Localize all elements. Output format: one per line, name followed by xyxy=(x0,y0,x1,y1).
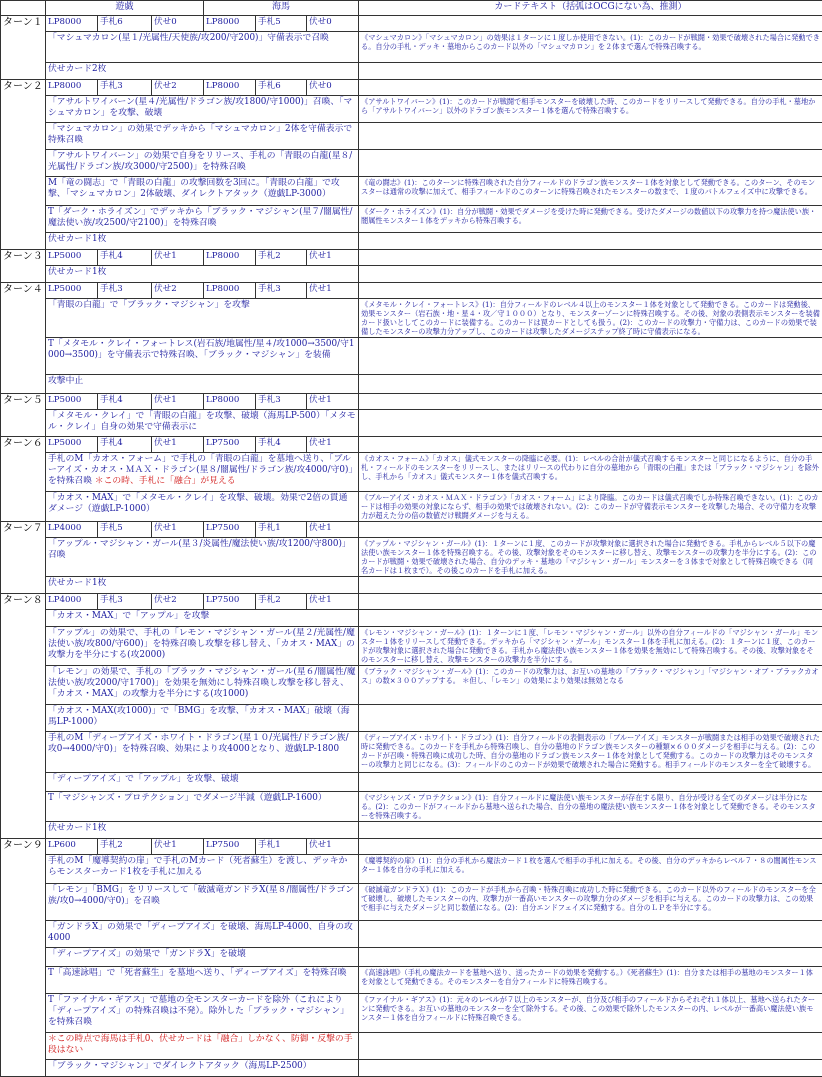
turn-label xyxy=(1,666,46,705)
card-text xyxy=(359,394,822,410)
card-text xyxy=(359,522,822,538)
turn-label xyxy=(1,233,46,250)
action-text xyxy=(46,299,359,338)
action-row xyxy=(1,792,822,822)
action-row xyxy=(1,773,822,792)
action-text xyxy=(46,705,359,732)
action-text xyxy=(46,732,359,773)
turn-label xyxy=(1,732,46,773)
kaiba-set: 伏せ1 xyxy=(307,437,359,453)
kaiba-hand: 手札3 xyxy=(256,283,307,299)
card-text xyxy=(359,250,822,266)
card-text: 《マシュマカロン》「マシュマカロン」の効果は１ターンに１度しか使用できない。(1)：このカードが戦闘・効果で破壊された場合に発動できる。自分の手札・デッキ・墓地からこのカード以外の「マシュマカロン」を２体まで選んで特殊召喚する。 xyxy=(359,32,822,63)
action-row xyxy=(1,948,822,967)
action-row xyxy=(1,410,822,437)
turn-label xyxy=(1,63,46,80)
action-main: 攻撃中止 xyxy=(48,376,83,386)
turn-label xyxy=(1,410,46,437)
kaiba-lp: LP7500 xyxy=(204,522,256,538)
yugi-set: 伏せ1 xyxy=(152,437,204,453)
action-main: 「カオス・MAX」で「メタモル・クレイ」を攻撃、破壊。効果で2倍の貫通ダメージ（遊戯LP-1000） xyxy=(48,493,347,514)
turn-label xyxy=(1,773,46,792)
action-main: 「ブラック・マジシャン」でダイレクトアタック（海馬LP-2500） xyxy=(48,1061,312,1071)
turn-label: ターン１ xyxy=(1,16,46,32)
action-main: 「ディープアイズ」の効果で「ガンドラX」を破壊 xyxy=(48,949,246,959)
action-row xyxy=(1,994,822,1033)
status-row xyxy=(1,283,822,299)
action-text xyxy=(46,967,359,994)
action-main: 手札のM「魔導契約の扉」で手札のMカード（死者蘇生）を渡し、デッキからモンスターカード1枚を手札に加える xyxy=(48,856,347,877)
action-main: T「ファイナル・ギアス」で墓地の全モンスターカードを除外（これにより「ディープアイズ」の特殊召喚は不発）。除外した「ブラック・マジシャン」を特殊召喚 xyxy=(48,995,349,1027)
action-text xyxy=(46,666,359,705)
turn-label: ターン３ xyxy=(1,250,46,266)
card-text xyxy=(359,773,822,792)
turn-label xyxy=(1,32,46,63)
card-text xyxy=(359,822,822,839)
action-note: ＊この時、手札に「融合」が見える xyxy=(92,476,236,486)
action-row xyxy=(1,32,822,63)
card-text xyxy=(359,839,822,855)
card-text xyxy=(359,577,822,594)
action-main: 「アサルトワイバーン」の効果で自身をリリース、手札の「青眼の白龍(星８/光属性/ドラゴン族/攻3000/守2500)」を特殊召喚 xyxy=(48,151,352,172)
action-row xyxy=(1,150,822,177)
kaiba-set: 伏せ1 xyxy=(307,250,359,266)
yugi-hand: 手札4 xyxy=(98,394,152,410)
yugi-set: 伏せ0 xyxy=(152,16,204,32)
status-row xyxy=(1,594,822,610)
turn-label xyxy=(1,921,46,948)
turn-label xyxy=(1,177,46,206)
action-row xyxy=(1,732,822,773)
action-text xyxy=(46,1060,359,1077)
card-text xyxy=(359,266,822,283)
turn-label xyxy=(1,705,46,732)
action-text xyxy=(46,538,359,577)
card-text xyxy=(359,437,822,453)
card-text: 《魔導契約の扉》(1)：自分の手札から魔法カード１枚を選んで相手の手札に加える。その後、自分のデッキからレベル７・８の闇属性モンスター１体を自分の手札に加える。 xyxy=(359,855,822,884)
turn-label xyxy=(1,610,46,627)
action-row xyxy=(1,1033,822,1060)
card-text xyxy=(359,80,822,96)
card-text xyxy=(359,338,822,375)
turn-label xyxy=(1,150,46,177)
yugi-hand: 手札4 xyxy=(98,437,152,453)
turn-label xyxy=(1,967,46,994)
action-text xyxy=(46,577,359,594)
kaiba-hand: 手札4 xyxy=(256,437,307,453)
card-text: 《メタモル・クレイ・フォートレス》(1)：自分フィールドのレベル４以上のモンスター１体を対象として発動できる。このカードは発動後、効果モンスター（岩石族・地・星４・攻／守１０００）となり、モンスターゾーンに特殊召喚する。その後、対象の表側表示モンスターを装備カード扱いとしてこのカードに装備する。このカードは罠カードとしても扱う。(2)：このカードの攻撃力・守備力は、このカードの効果で装備したモンスターの攻撃力分アップし、このカードは攻撃したダメージステップ終了時に守備表示になる。 xyxy=(359,299,822,338)
card-text xyxy=(359,63,822,80)
action-main: T「マジシャンズ・プロテクション」でダメージ半減（遊戯LP-1600） xyxy=(48,793,327,803)
action-main: 「アップル・マジシャン・ガール(星３/炎属性/魔法使い族/攻1200/守800)」召喚 xyxy=(48,539,351,560)
yugi-set: 伏せ2 xyxy=(152,80,204,96)
action-main: 伏せカード1枚 xyxy=(48,823,106,833)
action-row xyxy=(1,177,822,206)
action-row xyxy=(1,63,822,80)
action-main: 「カオス・MAX(攻1000)」で「BMG」を攻撃、「カオス・MAX」破壊（海馬LP-1000） xyxy=(48,706,350,727)
status-row xyxy=(1,522,822,538)
action-main: 「青眼の白龍」で「ブラック・マジシャン」を攻撃 xyxy=(48,300,250,310)
yugi-set: 伏せ1 xyxy=(152,839,204,855)
kaiba-lp: LP8000 xyxy=(204,283,256,299)
action-text xyxy=(46,921,359,948)
action-main: 伏せカード2枚 xyxy=(48,64,106,74)
action-main: 「マシュマカロン」の効果でデッキから「マシュマカロン」2体を守備表示で特殊召喚 xyxy=(48,124,352,145)
yugi-hand: 手札4 xyxy=(98,250,152,266)
yugi-lp: LP5000 xyxy=(46,250,98,266)
action-main: 手札のM「カオス・フォーム」で手札の「青眼の白龍」を墓地へ送り、「ブルーアイズ・カオス・ＭＡＸ・ドラゴン(星８/闇属性/ドラゴン族/攻4000/守0)」を特殊召喚 xyxy=(48,454,353,486)
yugi-lp: LP8000 xyxy=(46,80,98,96)
card-text: 《アップル・マジシャン・ガール》(1)：１ターンに１度、このカードが攻撃対象に選択された場合に発動できる。手札からレベル５以下の魔法使い族モンスター１体を特殊召喚する。その後、攻撃対象をそのモンスターに移し替え、攻撃モンスターの攻撃力を半分にする。(2)：このカードが戦闘・効果で破壊された場合、自分のデッキ・墓地の「マジシャン・ガール」モンスターを３体まで対象として特殊召喚できる（同名カードは１枚まで）。その後このカードを手札に加える。 xyxy=(359,538,822,577)
kaiba-set: 伏せ1 xyxy=(307,394,359,410)
turn-label xyxy=(1,206,46,233)
action-row xyxy=(1,538,822,577)
action-row xyxy=(1,96,822,123)
action-row xyxy=(1,705,822,732)
kaiba-hand: 手札3 xyxy=(256,394,307,410)
card-text xyxy=(359,233,822,250)
card-text xyxy=(359,948,822,967)
turn-label xyxy=(1,96,46,123)
action-row xyxy=(1,884,822,921)
kaiba-hand: 手札5 xyxy=(256,16,307,32)
turn-label: ターン９ xyxy=(1,839,46,855)
action-text xyxy=(46,773,359,792)
action-row xyxy=(1,123,822,150)
turn-label xyxy=(1,538,46,577)
action-main: ＊この時点で海馬は手札0、伏せカードは「融合」しかなく、防御・反撃の手段はない xyxy=(48,1034,353,1055)
card-text: 《ブラック・マジシャン・ガール》(1)：このカードの攻撃力は、お互いの墓地の「ブラック・マジシャン」「マジシャン・オブ・ブラックカオス」の数×３００アップする。 ＊但し、「レモン」の効果により効果は無効となる xyxy=(359,666,822,705)
action-main: 「マシュマカロン(星１/光属性/天使族/攻200/守200)」守備表示で召喚 xyxy=(48,33,329,43)
action-main: 「レモン」「BMG」をリリースして「破滅竜ガンドラX(星８/闇属性/ドラゴン族/攻0→4000/守0)」を召喚 xyxy=(48,885,354,906)
action-text xyxy=(46,855,359,884)
status-row xyxy=(1,80,822,96)
turn-label: ターン４ xyxy=(1,283,46,299)
action-main: 「アップル」の効果で、手札の「レモン・マジシャン・ガール(星２/光属性/魔法使い族/攻800/守600)」を特殊召喚し攻撃を移し替え、「カオス・MAX」の攻撃力を半分にする(攻2000) xyxy=(48,628,355,660)
card-text: 《カオス・フォーム》「カオス」儀式モンスターの降臨に必要。(1)：レベルの合計が儀式召喚するモンスターと同じになるように、自分の手札・フィールドのモンスターをリリースし、またはリリースの代わりに自分の墓地から「青眼の白龍」または「ブラック・マジシャン」を除外し、手札から「カオス」儀式モンスター１体を儀式召喚する。 xyxy=(359,453,822,492)
action-text xyxy=(46,338,359,375)
card-text: 《アサルトワイバーン》(1)：このカードが戦闘で相手モンスターを破壊した時、このカードをリリースして発動できる。自分の手札・墓地から「アサルトワイバーン」以外のドラゴン族モンスター１体を選んで特殊召喚する。 xyxy=(359,96,822,123)
card-text xyxy=(359,16,822,32)
action-text xyxy=(46,994,359,1033)
yugi-set: 伏せ1 xyxy=(152,522,204,538)
action-main: 伏せカード1枚 xyxy=(48,234,106,244)
yugi-set: 伏せ2 xyxy=(152,283,204,299)
yugi-hand: 手札5 xyxy=(98,522,152,538)
kaiba-header: 海馬 xyxy=(204,1,359,16)
action-main: 伏せカード1枚 xyxy=(48,267,106,277)
action-text xyxy=(46,792,359,822)
action-row xyxy=(1,375,822,394)
turn-label xyxy=(1,577,46,594)
action-row xyxy=(1,855,822,884)
card-text xyxy=(359,594,822,610)
turn-label xyxy=(1,627,46,666)
action-text xyxy=(46,948,359,967)
card-text: 《ディープアイズ・ホワイト・ドラゴン》(1)：自分フィールドの表側表示の「ブルーアイズ」モンスターが戦闘または相手の効果で破壊された時に発動できる。このカードを手札から特殊召喚し、自分の墓地のドラゴン族モンスターの種類×６００ダメージを相手に与える。(2)：このカードが召喚・特殊召喚に成功した時、自分の墓地のドラゴン族モンスター１体を対象として発動する。このカードの攻撃力はそのモンスターの攻撃力と同じになる。(3)：フィールドのこのカードが効果で破壊された場合に発動する。相手フィールドのモンスターを全て破壊する。 xyxy=(359,732,822,773)
yugi-lp: LP8000 xyxy=(46,16,98,32)
kaiba-lp: LP7500 xyxy=(204,839,256,855)
yugi-lp: LP5000 xyxy=(46,437,98,453)
action-row xyxy=(1,492,822,522)
action-text xyxy=(46,150,359,177)
yugi-hand: 手札3 xyxy=(98,283,152,299)
yugi-hand: 手札6 xyxy=(98,16,152,32)
yugi-set: 伏せ1 xyxy=(152,250,204,266)
kaiba-set: 伏せ1 xyxy=(307,283,359,299)
turn-label xyxy=(1,1060,46,1077)
turn-label xyxy=(1,884,46,921)
action-text xyxy=(46,206,359,233)
action-main: 「レモン」の効果で、手札の「ブラック・マジシャン・ガール(星６/闇属性/魔法使い族/攻2000/守1700)」を効果を無効にし特殊召喚し攻撃を移し替え、「カオス・MAX」の攻撃力を半分にする(攻1000) xyxy=(48,667,356,699)
turn-label xyxy=(1,299,46,338)
action-main: 「ディープアイズ」で「アップル」を攻撃、破壊 xyxy=(48,774,239,784)
action-row xyxy=(1,610,822,627)
action-row xyxy=(1,233,822,250)
kaiba-lp: LP8000 xyxy=(204,250,256,266)
card-text xyxy=(359,375,822,394)
action-text xyxy=(46,884,359,921)
turn-label xyxy=(1,1033,46,1060)
action-row xyxy=(1,666,822,705)
status-row xyxy=(1,16,822,32)
card-text: 《マジシャンズ・プロテクション》(1)：自分フィールドに魔法使い族モンスターが存在する限り、自分が受ける全てのダメージは半分になる。(2)：このカードがフィールドから墓地へ送られた場合、自分の墓地の魔法使い族モンスター１体を対象として発動できる。そのモンスターを特殊召喚する。 xyxy=(359,792,822,822)
action-text xyxy=(46,610,359,627)
action-text xyxy=(46,822,359,839)
action-row xyxy=(1,299,822,338)
turn-label xyxy=(1,266,46,283)
action-row xyxy=(1,967,822,994)
action-main: 「カオス・MAX」で「アップル」を攻撃 xyxy=(48,611,209,621)
action-text xyxy=(46,123,359,150)
action-text xyxy=(46,177,359,206)
turn-label: ターン５ xyxy=(1,394,46,410)
card-text: 《レモン・マジシャン・ガール》(1)：１ターンに１度、「レモン・マジシャン・ガール」以外の自分フィールドの「マジシャン・ガール」モンスター１体をリリースして発動できる。デッキから「マジシャン・ガール」モンスター１体を手札に加える。(2)：１ターンに１度、このカードが攻撃対象に選択された場合に発動できる。手札から魔法使い族モンスター１体を効果を無効にして特殊召喚する。その後、攻撃対象をそのモンスターに移し替え、攻撃モンスターの攻撃力を半分にする。 xyxy=(359,627,822,666)
yugi-set: 伏せ2 xyxy=(152,594,204,610)
yugi-set: 伏せ1 xyxy=(152,394,204,410)
card-text xyxy=(359,921,822,948)
turn-label: ターン２ xyxy=(1,80,46,96)
card-text xyxy=(359,283,822,299)
yugi-hand: 手札2 xyxy=(98,839,152,855)
action-text xyxy=(46,375,359,394)
card-text: 《ファイナル・ギアス》(1)：元々のレベルが７以上のモンスターが、自分及び相手のフィールドからそれぞれ１体以上、墓地へ送られたターンに発動できる。お互いの墓地のモンスターを全て除外する。その後、この効果で除外したモンスターの内、レベルが一番高い魔法使い族モンスター１体を自分フィールドに特殊召喚できる。 xyxy=(359,994,822,1033)
turn-label xyxy=(1,492,46,522)
kaiba-lp: LP8000 xyxy=(204,80,256,96)
action-text xyxy=(46,492,359,522)
turn-label xyxy=(1,453,46,492)
kaiba-set: 伏せ0 xyxy=(307,80,359,96)
turn-label xyxy=(1,375,46,394)
card-text xyxy=(359,1033,822,1060)
kaiba-hand: 手札1 xyxy=(256,522,307,538)
action-main: 「アサルトワイバーン(星４/光属性/ドラゴン族/攻1800/守1000)」召喚、「マシュマカロン」を攻撃、破壊 xyxy=(48,97,352,118)
status-row xyxy=(1,250,822,266)
turn-label: ターン６ xyxy=(1,437,46,453)
card-text: 《ブルーアイズ・カオス・ＭＡＸ・ドラゴン》「カオス・フォーム」により降臨。このカードは儀式召喚でしか特殊召喚できない。(1)：このカードは相手の効果の対象にならず、相手の効果では破壊されない。(2)：このカードが守備表示モンスターを攻撃した場合、その守備力を攻撃力が超えた分の倍の数値だけ戦闘ダメージを与える。 xyxy=(359,492,822,522)
action-row xyxy=(1,921,822,948)
kaiba-set: 伏せ1 xyxy=(307,522,359,538)
card-text xyxy=(359,610,822,627)
action-row xyxy=(1,1060,822,1077)
yugi-lp: LP5000 xyxy=(46,283,98,299)
card-text xyxy=(359,705,822,732)
card-text: 《竜の闘志》(1)：このターンに特殊召喚された自分フィールドのドラゴン族モンスター１体を対象として発動できる。このターン、そのモンスターは通常の攻撃に加えて、相手フィールドのこのターンに特殊召喚されたモンスターの数まで、１度のバトルフェイズ中に攻撃できる。 xyxy=(359,177,822,206)
status-row xyxy=(1,839,822,855)
action-text xyxy=(46,266,359,283)
card-text: 《破滅竜ガンドラＸ》(1)：このカードが手札から召喚・特殊召喚に成功した時に発動できる。このカード以外のフィールドのモンスターを全て破壊し、破壊したモンスターの内、攻撃力が一番高いモンスターの攻撃力分のダメージを相手に与える。このカードの攻撃力は、この効果で相手に与えたダメージと同じ数値になる。(2)：自分エンドフェイズに発動する。自分のＬＰを半分にする。 xyxy=(359,884,822,921)
kaiba-lp: LP8000 xyxy=(204,394,256,410)
action-text xyxy=(46,96,359,123)
turn-label xyxy=(1,792,46,822)
action-text xyxy=(46,233,359,250)
action-row xyxy=(1,577,822,594)
action-text xyxy=(46,1033,359,1060)
action-main: T「メタモル・クレイ・フォートレス(岩石族/地属性/星４/攻1000→3500/守1000→3500)」を守備表示で特殊召喚、「ブラック・マジシャン」を装備 xyxy=(48,339,354,360)
card-text xyxy=(359,410,822,437)
kaiba-lp: LP8000 xyxy=(204,16,256,32)
turn-label xyxy=(1,123,46,150)
duel-log-body xyxy=(1,16,822,1077)
action-main: T「ダーク・ホライズン」でデッキから「ブラック・マジシャン(星７/闇属性/魔法使い族/攻2500/守2100)」を特殊召喚 xyxy=(48,207,352,228)
action-text xyxy=(46,410,359,437)
status-row xyxy=(1,437,822,453)
action-main: M「竜の闘志」で「青眼の白龍」の攻撃回数を3回に。「青眼の白龍」で攻撃、「マシュマカロン」2体破壊、ダイレクトアタック（遊戯LP-3000） xyxy=(48,178,340,199)
header-row xyxy=(1,1,822,16)
action-text xyxy=(46,32,359,63)
action-main: T「高速詠唱」で「死者蘇生」を墓地へ送り、「ディープアイズ」を特殊召喚 xyxy=(48,968,347,978)
action-main: 「メタモル・クレイ」で「青眼の白龍」を攻撃、破壊（海馬LP-500）「メタモル・クレイ」自身の効果で守備表示に xyxy=(48,411,356,432)
kaiba-lp: LP7500 xyxy=(204,437,256,453)
card-text xyxy=(359,1060,822,1077)
yugi-header: 遊戯 xyxy=(46,1,204,16)
turn-label xyxy=(1,338,46,375)
yugi-lp: LP5000 xyxy=(46,394,98,410)
action-text xyxy=(46,453,359,492)
action-row xyxy=(1,822,822,839)
turn-label: ターン８ xyxy=(1,594,46,610)
turn-header xyxy=(1,1,46,16)
action-text xyxy=(46,627,359,666)
yugi-hand: 手札3 xyxy=(98,80,152,96)
turn-label xyxy=(1,822,46,839)
turn-label xyxy=(1,948,46,967)
turn-label xyxy=(1,994,46,1033)
yugi-hand: 手札3 xyxy=(98,594,152,610)
kaiba-set: 伏せ1 xyxy=(307,839,359,855)
card-text: 《ダーク・ホライズン》(1)：自分が戦闘・効果でダメージを受けた時に発動できる。受けたダメージの数値以下の攻撃力を持つ魔法使い族・闇属性モンスター１体をデッキから特殊召喚する。 xyxy=(359,206,822,233)
action-row xyxy=(1,338,822,375)
kaiba-lp: LP7500 xyxy=(204,594,256,610)
action-text xyxy=(46,63,359,80)
yugi-lp: LP600 xyxy=(46,839,98,855)
action-main: 伏せカード1枚 xyxy=(48,578,106,588)
action-row xyxy=(1,206,822,233)
action-row xyxy=(1,453,822,492)
kaiba-hand: 手札2 xyxy=(256,250,307,266)
yugi-lp: LP4000 xyxy=(46,594,98,610)
card-text xyxy=(359,150,822,177)
kaiba-set: 伏せ0 xyxy=(307,16,359,32)
action-row xyxy=(1,627,822,666)
kaiba-hand: 手札1 xyxy=(256,839,307,855)
status-row xyxy=(1,394,822,410)
yugi-lp: LP4000 xyxy=(46,522,98,538)
kaiba-set: 伏せ1 xyxy=(307,594,359,610)
turn-label: ターン７ xyxy=(1,522,46,538)
kaiba-hand: 手札2 xyxy=(256,594,307,610)
card-text: 《高速詠唱》（手札の魔法カードを墓地へ送り、送ったカードの効果を発動する。）《死者蘇生》(1)：自分または相手の墓地のモンスター１体を対象として発動できる。そのモンスターを自分フィールドに特殊召喚する。 xyxy=(359,967,822,994)
card-text-header: カードテキスト（括弧はOCGにない為、推測） xyxy=(359,1,822,16)
turn-label xyxy=(1,855,46,884)
kaiba-hand: 手札6 xyxy=(256,80,307,96)
action-row xyxy=(1,266,822,283)
action-main: 手札のM「ディープアイズ・ホワイト・ドラゴン(星１０/光属性/ドラゴン族/攻0→4000/守0)」を特殊召喚、効果により攻4000となり、遊戯LP-1800 xyxy=(48,733,349,754)
action-main: 「ガンドラX」の効果で「ディープアイズ」を破壊、海馬LP-4000、自身の攻4000 xyxy=(48,922,353,943)
card-text xyxy=(359,123,822,150)
